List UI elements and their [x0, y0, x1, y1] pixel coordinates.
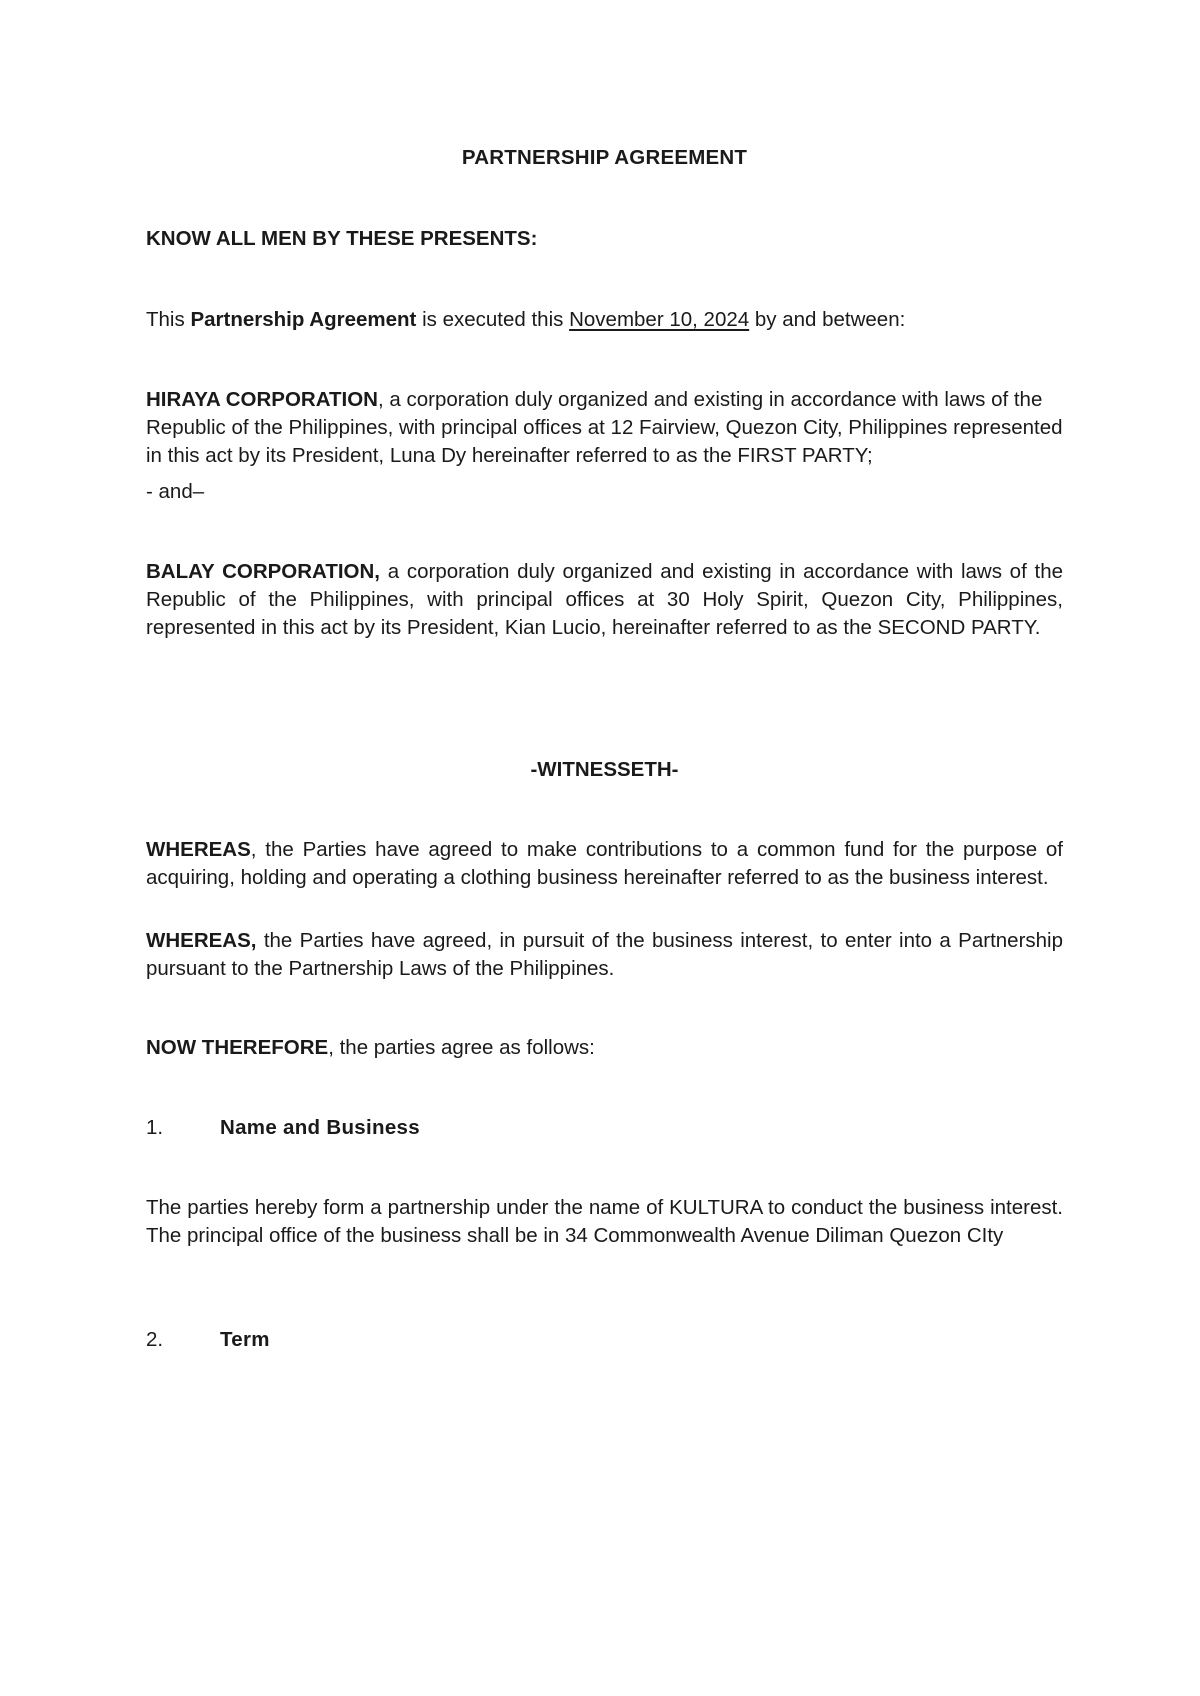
first-party-paragraph [146, 386, 1063, 470]
now-therefore-text: , the parties agree as follows: [328, 1036, 595, 1059]
whereas-2-lead: WHEREAS, [146, 929, 257, 952]
and-separator: - and– [146, 480, 205, 503]
intro-pre: This [146, 308, 191, 331]
section-number: 2. [146, 1328, 164, 1351]
intro-mid: is executed this [416, 308, 570, 331]
first-party-text: , a corporation duly organized and existing in accordance with laws of the Republic of the Philippines, with principal offices at 12 Fairview, Quezon City, Philippines represented in this act by its President, Luna Dy hereinafter referred to as the FIRST PARTY; [146, 388, 1063, 467]
intro-agreement-term: Partnership Agreement [190, 308, 417, 331]
whereas-paragraph-2 [146, 927, 1063, 983]
section-title: Term [220, 1328, 270, 1351]
whereas-1-text: , the Parties have agreed to make contributions to a common fund for the purpose of acquiring, holding and operating a clothing business hereinafter referred to as the business interest. [146, 838, 1063, 889]
section-heading-1 [146, 1114, 1063, 1142]
intro-post: by and between: [749, 308, 906, 331]
witnesseth-heading: -WITNESSETH- [530, 758, 679, 781]
second-party-name: BALAY CORPORATION, [146, 560, 381, 583]
agreement-date: November 10, 2024 [569, 308, 750, 331]
know-all-heading: KNOW ALL MEN BY THESE PRESENTS: [146, 227, 538, 250]
whereas-paragraph-1 [146, 836, 1063, 892]
second-party-paragraph [146, 558, 1063, 642]
intro-paragraph [146, 306, 1063, 334]
second-party-text: a corporation duly organized and existing in accordance with laws of the Republic of the Philippines, with principal offices at 30 Holy Spirit, Quezon City, Philippines, represented in this act by its President, Kian Lucio, hereinafter referred to as the SECOND PARTY. [146, 560, 1063, 639]
first-party-name: HIRAYA CORPORATION [146, 388, 378, 411]
section-number: 1. [146, 1116, 164, 1139]
section-body-1: The parties hereby form a partnership under the name of KULTURA to conduct the business interest. The principal office of the business shall be in 34 Commonwealth Avenue Diliman Quezon CIty [146, 1196, 1063, 1247]
section-heading-2 [146, 1326, 1063, 1354]
whereas-1-lead: WHEREAS [146, 838, 251, 861]
now-therefore-paragraph [146, 1034, 1063, 1062]
section-title: Name and Business [220, 1116, 420, 1139]
document-title: PARTNERSHIP AGREEMENT [461, 146, 748, 169]
whereas-2-text: the Parties have agreed, in pursuit of the business interest, to enter into a Partnership pursuant to the Partnership Laws of the Philippines. [146, 929, 1063, 980]
now-therefore-lead: NOW THEREFORE [146, 1036, 329, 1059]
